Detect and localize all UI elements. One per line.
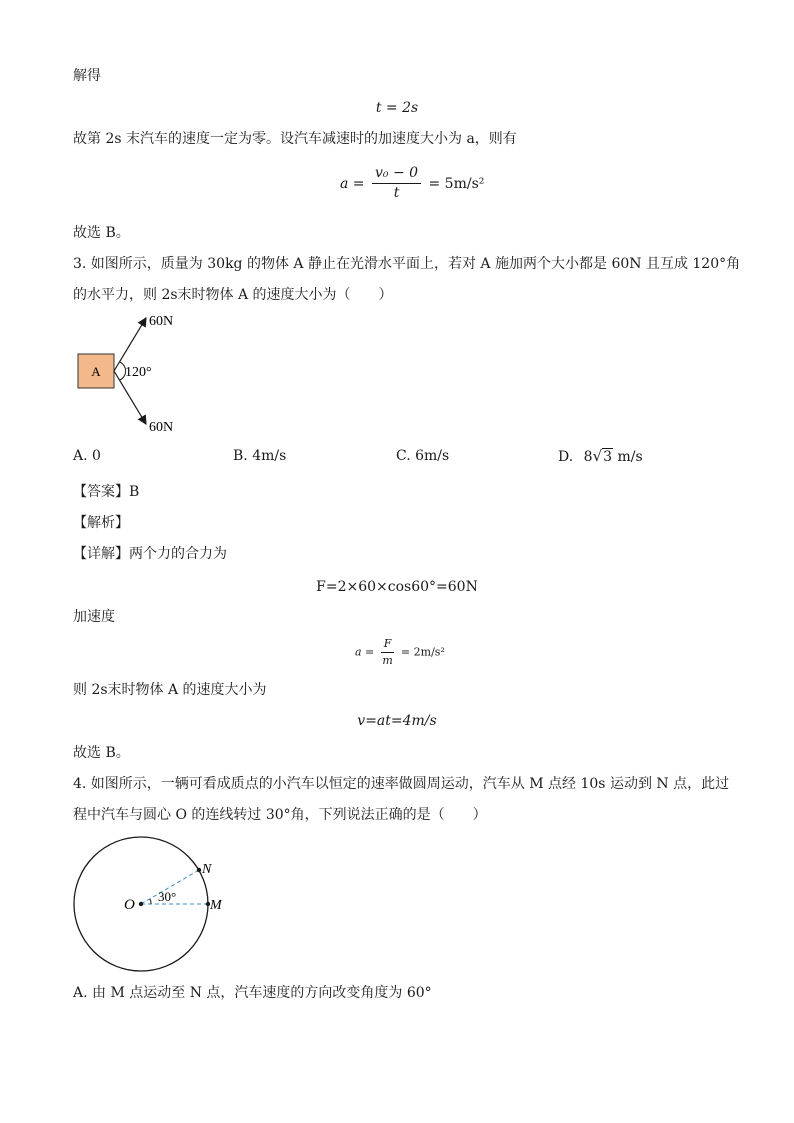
answer-line: 【答案】B (73, 484, 140, 500)
eq-a-numerator: v₀ − 0 (372, 166, 421, 184)
sqrt-symbol: √ (592, 447, 603, 465)
force-diagram (70, 308, 210, 438)
eq-a-denominator: t (393, 185, 400, 202)
q3-option-d-unit: m/s (617, 449, 643, 465)
accel-label: 加速度 (73, 609, 115, 625)
top-force-label: 60N (149, 314, 174, 329)
block-a-label: A (91, 364, 101, 379)
eq-a2-denominator: m (382, 654, 393, 668)
q3-stem-line1: 3. 如图所示，质量为 30kg 的物体 A 静止在光滑水平面上，若对 A 施加两个大小都是 60N 且互成 120°角 (73, 256, 741, 272)
eq-a2-numerator: F (381, 638, 395, 653)
q3-option-d-coef: 8 (583, 449, 593, 465)
q3-option-d-radicand: 3 (603, 449, 613, 465)
speed-question-line: 则 2s末时物体 A 的速度大小为 (73, 682, 267, 698)
solve-label: 解得 (73, 68, 101, 84)
angle-label: 120° (125, 365, 152, 380)
stop-statement: 故第 2s 末汽车的速度一定为零。设汽车减速时的加速度大小为 a，则有 (73, 131, 517, 147)
eq-a-fraction (372, 166, 421, 202)
eq-a2-lhs: a = (355, 645, 375, 659)
q3-option-a: A. 0 (73, 448, 101, 464)
equation-accel-2 (355, 638, 445, 667)
angle-arc-30 (150, 899, 151, 904)
angle-30-label: 30° (158, 889, 177, 904)
m-label: M (210, 898, 222, 913)
eq-a-rhs: = 5m/s² (428, 175, 485, 192)
circle-diagram (66, 830, 236, 978)
point-n (197, 868, 201, 872)
equation-t: t = 2s (375, 100, 419, 116)
eq-a-lhs: a = (340, 175, 365, 192)
n-label: N (202, 862, 212, 877)
q4-option-a: A. 由 M 点运动至 N 点，汽车速度的方向改变角度为 60° (73, 985, 432, 1001)
equation-accel-1 (340, 166, 484, 202)
detail-line: 【详解】两个力的合力为 (73, 546, 227, 562)
q3-option-d (558, 449, 643, 464)
q4-stem-line1: 4. 如图所示，一辆可看成质点的小汽车以恒定的速率做圆周运动，汽车从 M 点经 10s 运动到 N 点，此过 (73, 776, 730, 792)
eq-a2-fraction (381, 638, 395, 667)
center-label: O (124, 897, 135, 913)
q3-option-b: B. 4m/s (233, 448, 287, 464)
choose-b-2: 故选 B。 (73, 745, 130, 761)
q3-option-c: C. 6m/s (396, 448, 450, 464)
analysis-heading: 【解析】 (73, 515, 129, 531)
choose-b-1: 故选 B。 (73, 225, 130, 241)
q3-stem-line2: 的水平力，则 2s末时物体 A 的速度大小为（ ） (73, 287, 393, 303)
bottom-force-label: 60N (149, 420, 174, 435)
equation-force: F=2×60×cos60°=60N (316, 579, 478, 595)
equation-velocity: v=at=4m/s (357, 713, 437, 729)
q3-option-d-prefix: D. (558, 449, 574, 465)
force-arrow-top (114, 318, 146, 371)
eq-a2-rhs: = 2m/s² (400, 645, 445, 659)
center-point (139, 902, 143, 906)
q4-stem-line2: 程中汽车与圆心 O 的连线转过 30°角，下列说法正确的是（ ） (73, 807, 487, 823)
